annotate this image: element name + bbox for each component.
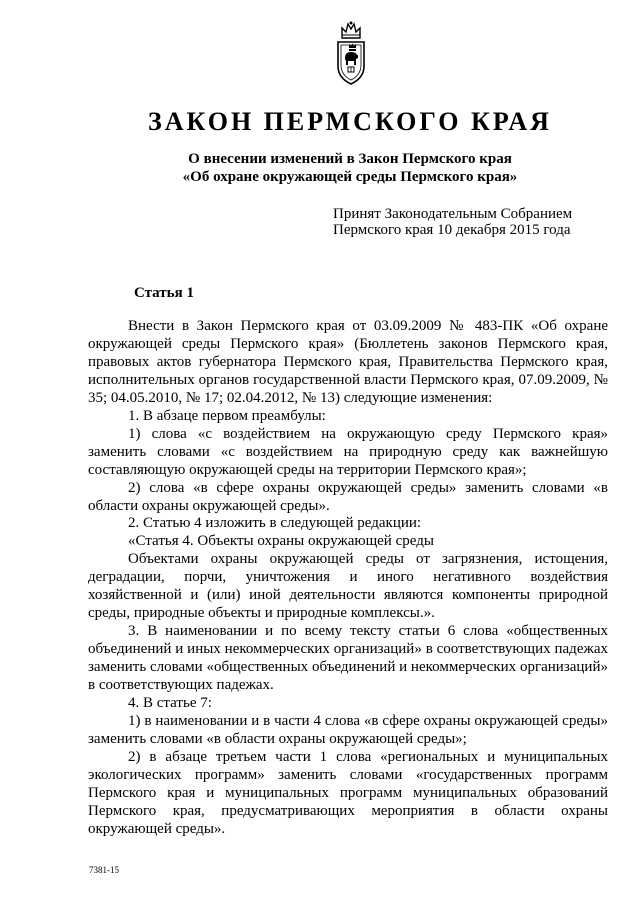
adoption-line: Принят Законодательным Собранием xyxy=(333,206,573,222)
paragraph: 2. Статью 4 изложить в следующей редакции: xyxy=(128,515,422,532)
paragraph: 1) в наименовании и в части 4 слова «в сфере охраны окружающей среды» заменить словами «в области охраны окружающей среды»; xyxy=(88,712,608,747)
law-subtitle xyxy=(0,150,640,186)
adoption-note xyxy=(333,206,623,238)
paragraph: 2) в абзаце третьем части 1 слова «региональных и муниципальных экологических программ» заменить словами «государственных программ Пермского края и муниципальных программ муниципальных образований Пермского края, предусматривающих мероприятия в области охраны окружающей среды». xyxy=(88,748,608,837)
article-body xyxy=(88,318,608,839)
subtitle-line: О внесении изменений в Закон Пермского края xyxy=(188,151,512,167)
paragraph: 4. В статье 7: xyxy=(128,695,212,712)
paragraph: 1. В абзаце первом преамбулы: xyxy=(128,407,326,424)
subtitle-line: «Об охране окружающей среды Пермского края» xyxy=(182,169,518,185)
paragraph: «Статья 4. Объекты охраны окружающей среды xyxy=(128,533,434,550)
paragraph: Объектами охраны окружающей среды от загрязнения, истощения, деградации, порчи, уничтожения и иного негативного воздействия хозяйственной и (или) иной деятельности являются компоненты природной среды, природные объекты и природные комплексы.». xyxy=(88,551,608,622)
article-heading: Статья 1 xyxy=(134,285,194,301)
coat-of-arms-icon xyxy=(334,20,368,86)
paragraph: Внести в Закон Пермского края от 03.09.2009 № 483-ПК «Об охране окружающей среды Пермского края» (Бюллетень законов Пермского края, правовых актов губернатора Пермского края, Правительства Пермского края, исполнительных органов государственной власти Пермского края, 07.09.2009, № 35; 04.05.2010, № 17; 02.04.2012, № 13) следующие изменения: xyxy=(88,318,608,406)
document-number: 7381-15 xyxy=(89,865,119,875)
adoption-line: Пермского края 10 декабря 2015 года xyxy=(333,222,571,238)
law-title: ЗАКОН ПЕРМСКОГО КРАЯ xyxy=(148,107,552,136)
paragraph: 3. В наименовании и по всему тексту статьи 6 слова «общественных объединений и иных некоммерческих организаций» в соответствующих падежах заменить словами «общественных объединений и некоммерческих организаций» в соответствующих падежах. xyxy=(88,623,608,694)
paragraph: 2) слова «в сфере охраны окружающей среды» заменить словами «в области охраны окружающей среды». xyxy=(88,479,608,514)
paragraph: 1) слова «с воздействием на окружающую среду Пермского края» заменить словами «с воздействием на природную среду как важнейшую составляющую окружающей среды на территории Пермского края»; xyxy=(88,425,608,478)
